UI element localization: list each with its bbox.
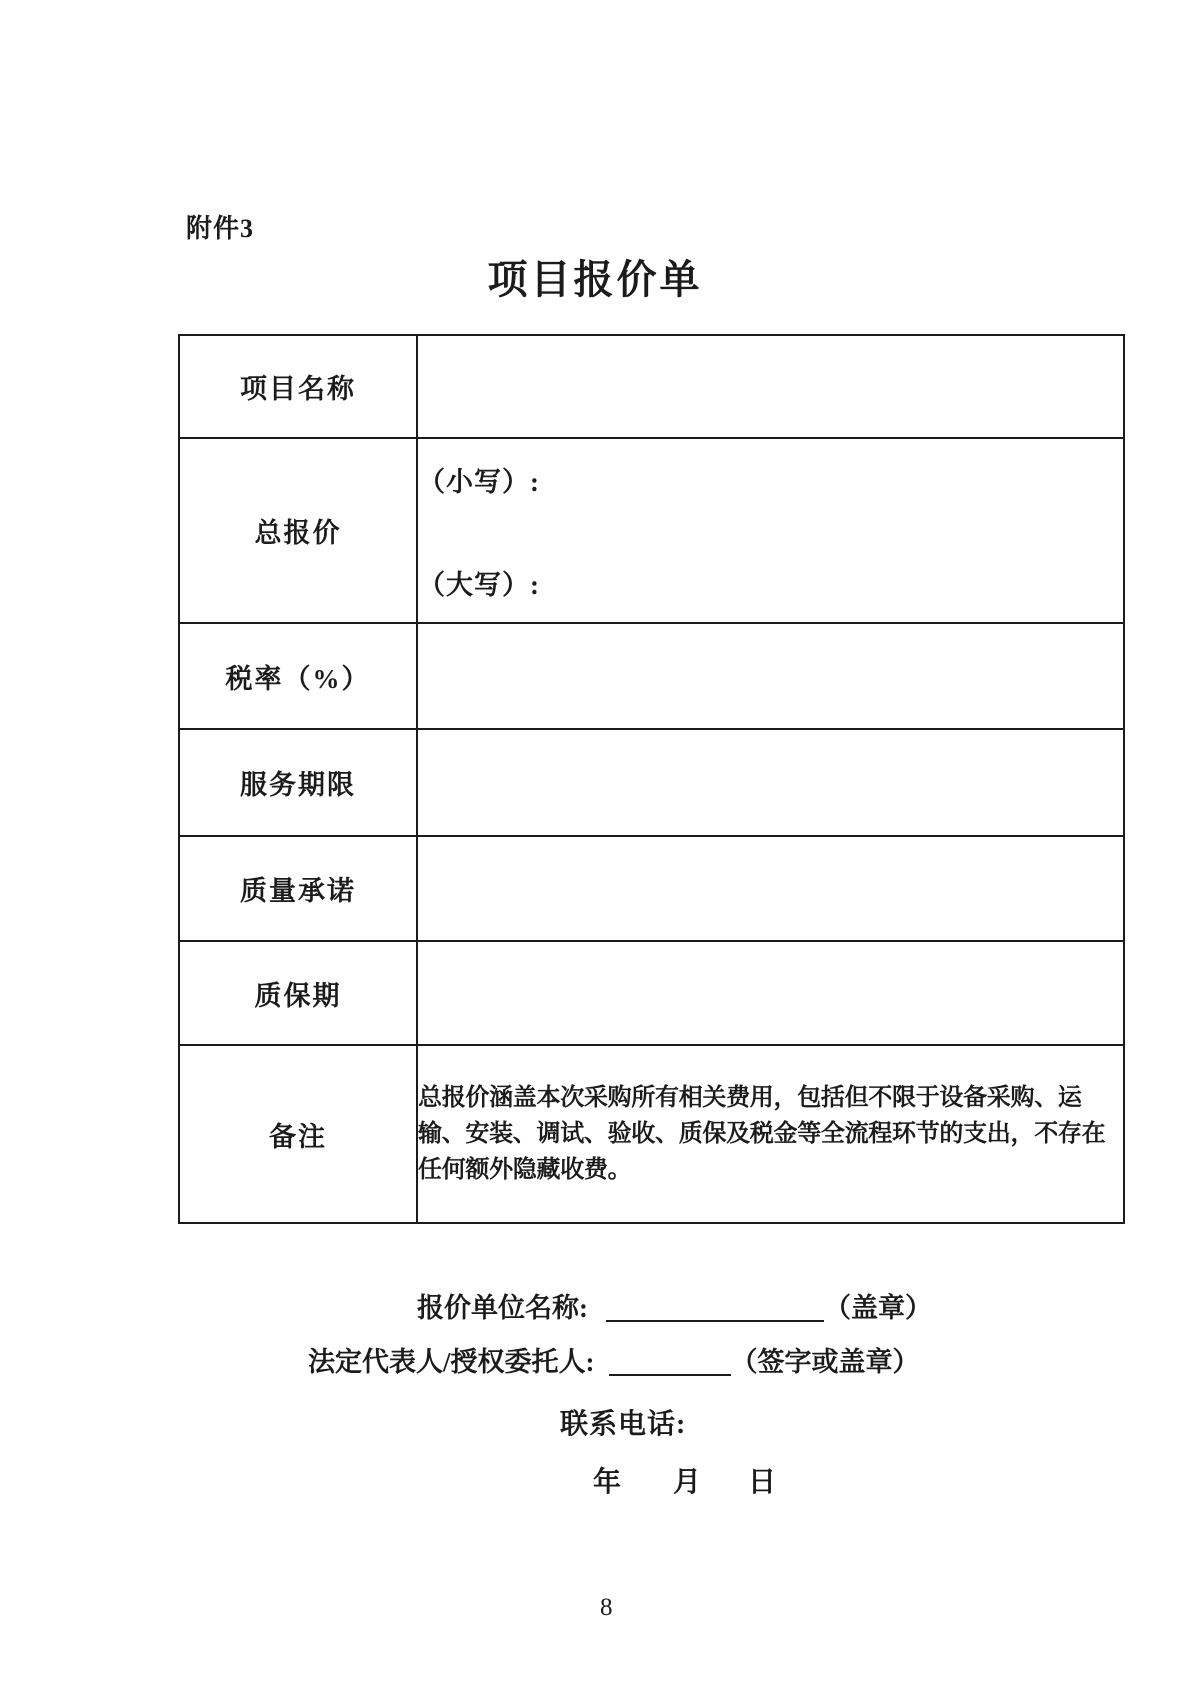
row-value-remarks: 总报价涵盖本次采购所有相关费用，包括但不限于设备采购、运输、安装、调试、验收、质保及税金等全流程环节的支出，不存在任何额外隐藏收费。 bbox=[417, 1045, 1124, 1223]
row-label-project-name: 项目名称 bbox=[179, 335, 417, 438]
row-label-service-period: 服务期限 bbox=[179, 729, 417, 836]
page-number: 8 bbox=[600, 1594, 613, 1621]
date-line bbox=[593, 1460, 776, 1500]
representative-label: 法定代表人/授权委托人: bbox=[308, 1347, 595, 1377]
total-price-numerals-label: （小写）: bbox=[418, 466, 540, 497]
table-row-quality-commitment bbox=[179, 836, 1124, 941]
representative-blank bbox=[609, 1368, 731, 1376]
row-label-quality-commitment: 质量承诺 bbox=[179, 836, 417, 941]
row-label-remarks: 备注 bbox=[179, 1045, 417, 1223]
signature-company-line bbox=[417, 1286, 932, 1325]
table-row-project-name bbox=[179, 335, 1124, 438]
table-row-remarks bbox=[179, 1045, 1124, 1223]
company-name-blank bbox=[606, 1314, 824, 1322]
table-row-service-period bbox=[179, 729, 1124, 836]
signature-representative-line bbox=[308, 1340, 920, 1379]
page-title: 项目报价单 bbox=[487, 257, 703, 302]
row-value-warranty-period bbox=[417, 941, 1124, 1045]
total-price-words-label: （大写）: bbox=[418, 569, 540, 600]
table-row-tax-rate bbox=[179, 623, 1124, 729]
row-value-tax-rate bbox=[417, 623, 1124, 729]
table-row-warranty-period bbox=[179, 941, 1124, 1045]
row-label-tax-rate: 税率（%） bbox=[179, 623, 417, 729]
row-label-warranty-period: 质保期 bbox=[179, 941, 417, 1045]
company-seal-label: （盖章） bbox=[824, 1293, 932, 1323]
date-year-label: 年 bbox=[593, 1467, 622, 1498]
representative-seal-label: （签字或盖章） bbox=[730, 1347, 920, 1377]
company-name-label: 报价单位名称: bbox=[417, 1293, 588, 1323]
row-value-service-period bbox=[417, 729, 1124, 836]
row-value-total-price bbox=[417, 438, 1124, 623]
row-value-project-name bbox=[417, 335, 1124, 438]
row-value-quality-commitment bbox=[417, 836, 1124, 941]
attachment-label: 附件3 bbox=[186, 214, 255, 243]
quotation-table bbox=[178, 334, 1125, 1224]
row-label-total-price: 总报价 bbox=[179, 438, 417, 623]
date-day-label: 日 bbox=[748, 1467, 777, 1498]
table-row-total-price bbox=[179, 438, 1124, 623]
contact-phone-label: 联系电话: bbox=[560, 1409, 687, 1440]
date-month-label: 月 bbox=[673, 1467, 702, 1498]
